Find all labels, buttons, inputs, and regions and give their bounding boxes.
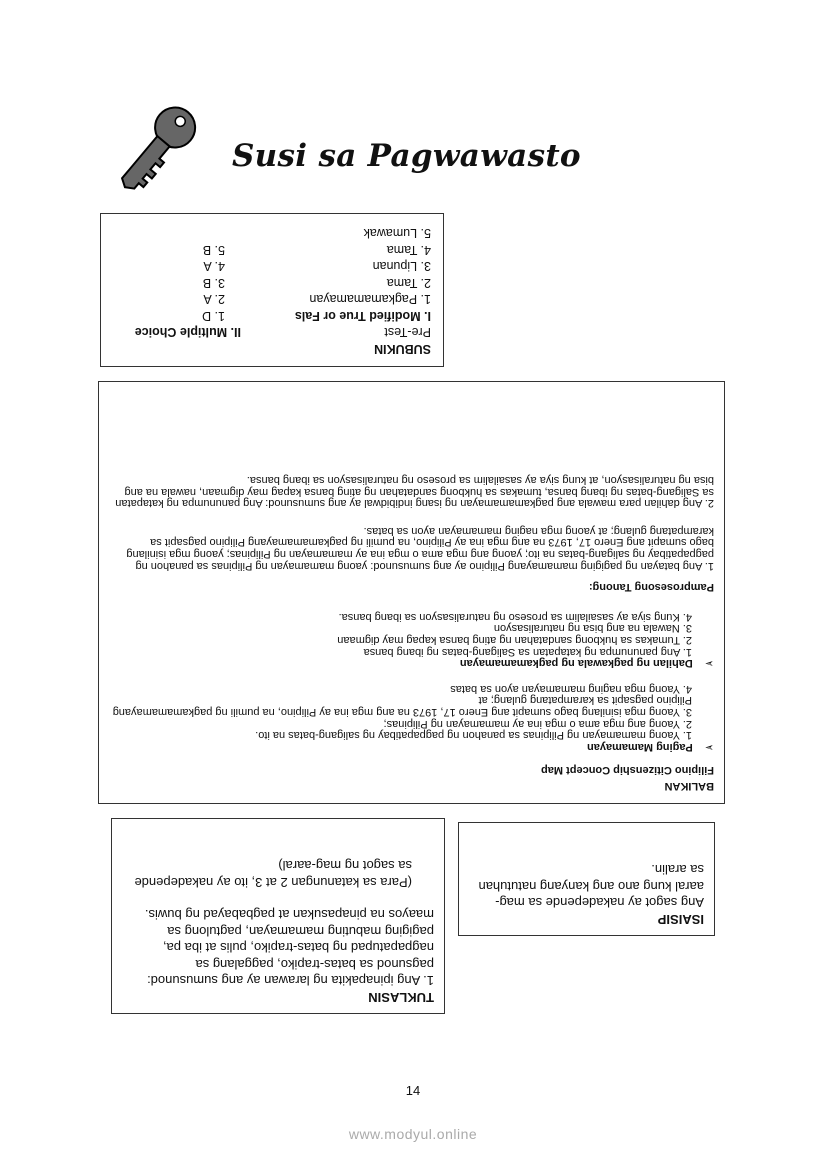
watermark: www.modyul.online	[348, 1126, 478, 1142]
balikan-subheading: Filipino Citizenship Concept Map	[541, 764, 714, 777]
balikan-box	[98, 381, 725, 804]
section-title: Dahilan ng pagkawala ng pagkamamamayan	[459, 657, 693, 670]
answer-paragraph: 2. Ang dahilan para mawala ang pagkamamamayan ng isang indibidwal ay ang sumusunod: Ang panunumpa ng katapatan sa Saligang-batas ng ibang bansa, tumakas sa hukbong sandatahan ng ating bansa kapag may digmaan, nawala na ang bisa ng naturalisasyon, at kung siya ay sasailalim sa proseso ng naturalisasyon sa ibang bansa.	[115, 474, 714, 510]
list-item: 2. A	[203, 292, 225, 307]
tuklasin-note: (Para sa katanungan 2 at 3, ito ay nakadepende sa sagot ng mag-aaral)	[134, 858, 412, 890]
page-title: Susi sa Pagwawasto	[232, 138, 581, 174]
list-item: 4. Yaong mga naging mamamayan ayon sa batas	[450, 682, 692, 695]
arrow-bullet-icon: ➢	[704, 740, 714, 753]
list-item: 2. Tama	[386, 276, 431, 290]
list-item: 2. Yaong ang mga ama o mga ina ay mamamayan ng Pilipinas;	[383, 717, 692, 730]
subukin-box	[100, 213, 444, 367]
subukin-heading: SUBUKIN	[374, 342, 431, 356]
pamprosesong-heading: Pamprosesong Tanong:	[588, 581, 714, 594]
list-item: 3. Yaong mga isinilang bago sumapit ang Enero 17, 1973 na ang mga ina ay Pilipino, na pumili ng pagkamamamayang Pilipino pagsapit sa karampatang gulang; at	[112, 694, 692, 719]
list-item: 3. Lipunan	[372, 259, 431, 274]
list-item: 1. Ang panunumpa ng katapatan sa Saligang-batas ng ibang bansa	[363, 645, 692, 658]
list-item: 5. Lumawak	[363, 226, 431, 241]
list-item: 2. Tumakas sa hukbong sandatahan ng ating bansa kapag may digmaan	[337, 634, 692, 647]
part1-heading: I. Modified True or Fals	[294, 309, 431, 323]
list-item: 1. Pagkamamamayan	[309, 292, 431, 307]
list-item: 3. Nawala na ang bisa ng naturalisasyon	[493, 622, 692, 635]
balikan-heading: BALIKAN	[664, 780, 714, 792]
arrow-bullet-icon: ➢	[704, 657, 714, 670]
list-item: 4. A	[203, 259, 225, 274]
part2-heading: II. Multiple Choice	[134, 325, 241, 340]
list-item: 4. Kung siya ay sasailalim sa proseso ng naturalisasyon sa ibang bansa.	[338, 610, 692, 623]
list-item: 3. B	[202, 276, 225, 290]
key-icon	[112, 100, 197, 195]
list-item: 1. Yaong mamamayan ng Pilipinas sa panahon ng pagpapatibay ng saligang-batas na ito.	[255, 729, 692, 742]
page-number: 14	[405, 1083, 421, 1098]
isaisip-box	[458, 822, 715, 936]
list-item: 4. Tama	[386, 243, 431, 257]
list-item: 5. B	[202, 243, 225, 257]
tuklasin-box	[111, 818, 445, 1014]
answer-paragraph: 1. Ang batayan ng pagiging mamamayang Pilipino ay ang sumusunod: yaong mamamayan ng Pilipinas sa panahon ng pagpapatibay ng saligang-batas na ito; yaong ang mga ama o mga ina ay mamamayan ng Pilipinas; yaong mga isinilang bago sumapit ang Enero 17, 1973 na ang mga ina ay Pilipino, na pumili ng pagkamamamayang Pilipino pagsapit sa karampatang gulang; at yaong mga naging mamamayan ayon sa batas.	[126, 524, 714, 572]
list-item: 1. D	[202, 309, 225, 323]
isaisip-heading: ISAISIP	[657, 912, 704, 927]
tuklasin-heading: TUKLASIN	[368, 990, 434, 1005]
pretest-label: Pre-Test	[384, 325, 431, 340]
tuklasin-item: 1. Ang ipinapakita ng larawan ay ang sumusunod: pagsunod sa batas-trapiko, paggalang sa nagpapatupad ng batas-trapiko, pulis at iba pa, pagiging mabuting mamamayan, pagtulong sa maayos na pinapasukan at pagbabayad ng buwis.	[144, 907, 434, 989]
section-title: Paging Mamamayan	[587, 740, 693, 753]
isaisip-text: Ang sagot ay nakadepende sa mag-aaral kung ano ang kanyang natutuhan sa aralin.	[478, 862, 704, 911]
